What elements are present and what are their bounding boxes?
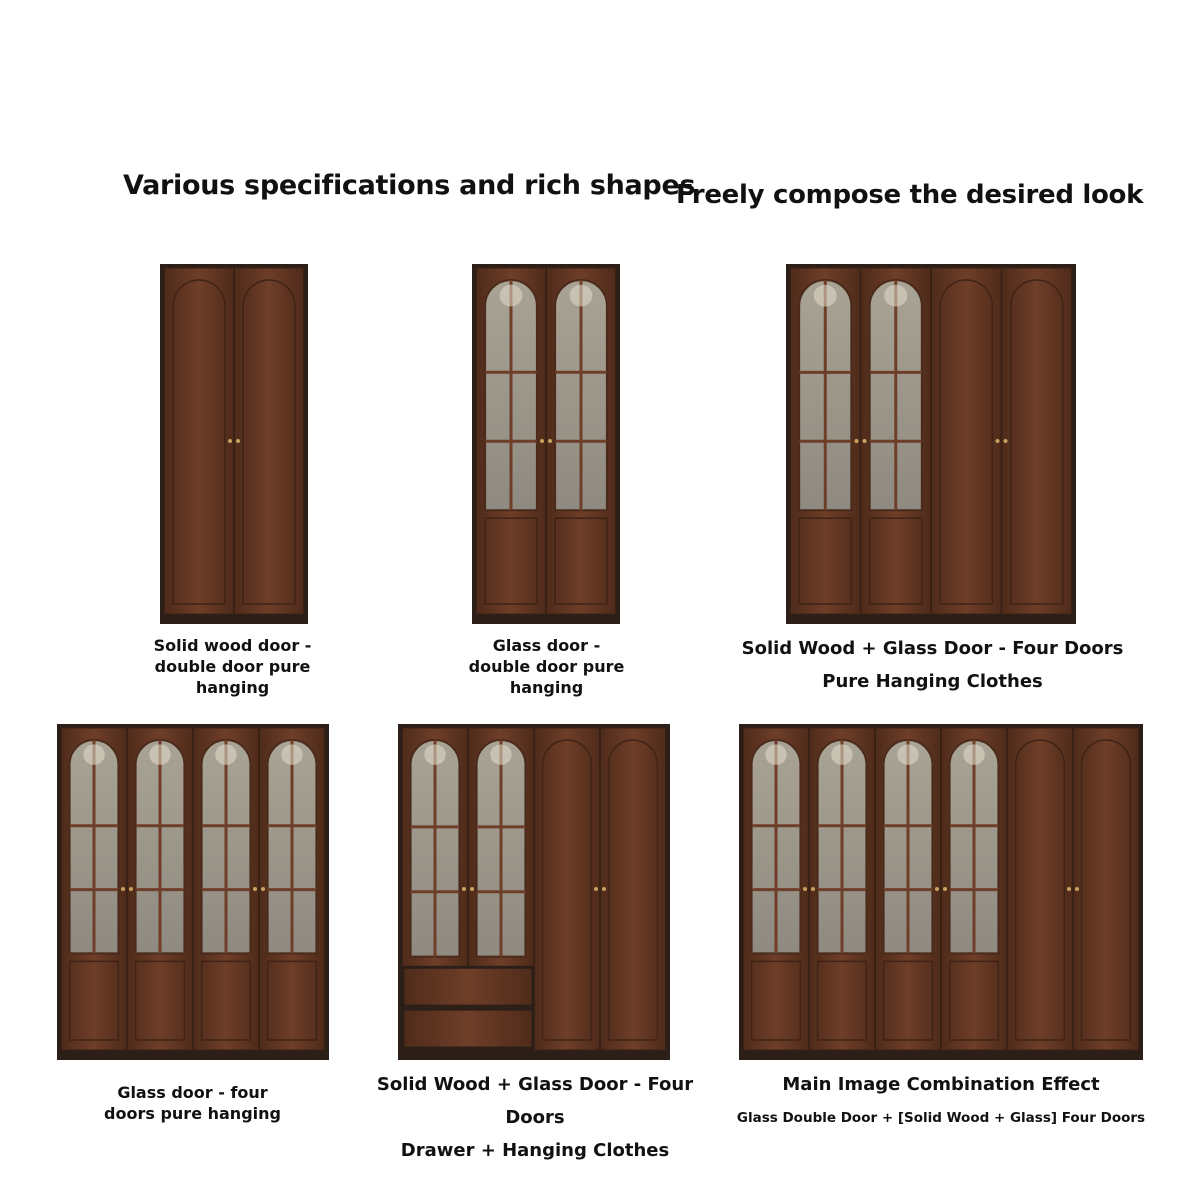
wardrobe-door-glass [477,268,546,614]
wardrobe-image-solid-glass-four-drawer [398,724,670,1060]
caption-line: Solid wood door - [153,636,312,655]
wardrobe-door-glass [547,268,616,614]
wardrobe-image-glass-double [472,264,620,624]
caption-line: Glass Double Door + [Solid Wood + Glass] Four Doors [736,1110,1146,1126]
caption-line: Pure Hanging Clothes [822,671,1043,692]
wardrobe-door-glass [876,728,941,1050]
caption-line: Drawer + Hanging Clothes [400,1140,670,1161]
wardrobe-drawing [160,264,308,624]
wardrobe-door-solid [932,268,1002,614]
knob [548,439,552,443]
drawer [403,967,533,1006]
wardrobe-door-glass [260,728,325,1050]
wardrobe-door-solid [1002,268,1072,614]
wardrobe-drawing [398,724,670,1060]
caption-solid-wood-double [130,635,335,698]
knob [470,887,474,891]
caption-line: hanging [509,678,584,697]
wardrobe-image-solid-wood-double [160,264,308,624]
caption-line: double door pure [468,657,625,676]
headline-left: Various specifications and rich shapes [123,170,696,201]
wardrobe-door-glass [810,728,875,1050]
wardrobe-door-solid [235,268,304,614]
caption-solid-glass-four-drawer [360,1068,710,1167]
knob [129,887,133,891]
knob [462,887,466,891]
wardrobe-door-glass [791,268,861,614]
headline-right: Freely compose the desired look [676,180,1144,210]
knob [811,887,815,891]
caption-glass-double [444,635,649,698]
knob [228,439,232,443]
knob [996,439,1000,443]
caption-solid-glass-four [730,632,1135,698]
wardrobe-image-main-combination [739,724,1143,1060]
knob [1075,887,1079,891]
knob [1067,887,1071,891]
knob [236,439,240,443]
knob [935,887,939,891]
knob [1004,439,1008,443]
wardrobe-door-solid [601,728,666,1050]
wardrobe-door-solid [1008,728,1073,1050]
knob [261,887,265,891]
knob [943,887,947,891]
knob [540,439,544,443]
knob [803,887,807,891]
caption-main-combination [735,1068,1147,1135]
wardrobe-door-glass [744,728,809,1050]
drawer [403,1009,533,1048]
knob [121,887,125,891]
caption-line: double door pure [154,657,311,676]
wardrobe-image-solid-glass-four [786,264,1076,624]
wardrobe-door-solid [535,728,600,1050]
wardrobe-door-glass [942,728,1007,1050]
wardrobe-door-glass [62,728,127,1050]
wardrobe-drawing [739,724,1143,1060]
caption-line: Glass door - [492,636,601,655]
caption-line: doors pure hanging [104,1104,281,1123]
wardrobe-image-glass-four [57,724,329,1060]
wardrobe-door-solid [165,268,234,614]
knob [863,439,867,443]
wardrobe-door-glass [128,728,193,1050]
caption-line: Main Image Combination Effect [782,1074,1100,1095]
wardrobe-drawing [472,264,620,624]
knob [253,887,257,891]
knob [855,439,859,443]
knob [602,887,606,891]
wardrobe-door-glass [194,728,259,1050]
caption-line: Solid Wood + Glass Door - Four Doors [741,638,1124,659]
caption-glass-four [85,1082,300,1124]
wardrobe-door-glass [861,268,931,614]
wardrobe-drawing [57,724,329,1060]
wardrobe-drawing [786,264,1076,624]
knob [594,887,598,891]
caption-line: Solid Wood + Glass Door - Four Doors [376,1074,694,1128]
wardrobe-door-solid [1074,728,1139,1050]
caption-line: hanging [195,678,270,697]
caption-line: Glass door - four [117,1083,268,1102]
